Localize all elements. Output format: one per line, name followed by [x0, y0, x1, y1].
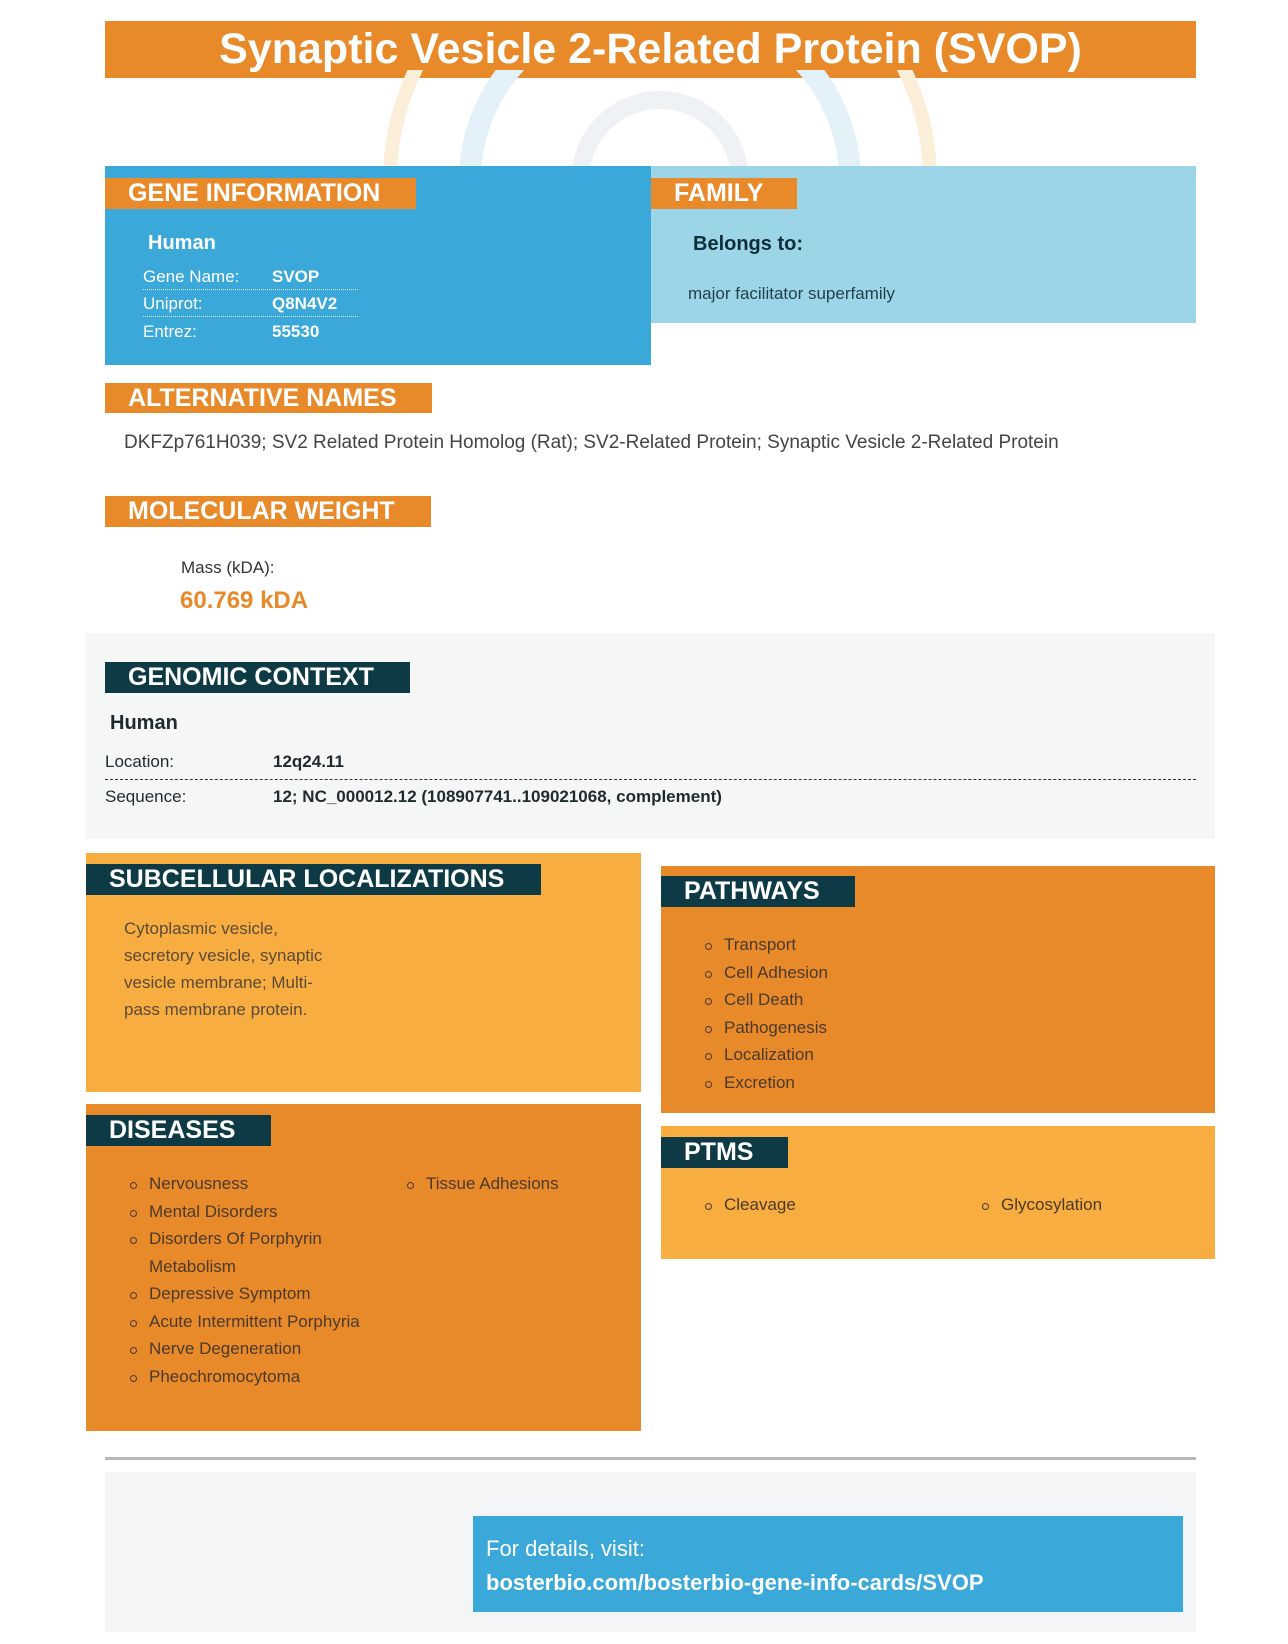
uniprot-value: Q8N4V2: [272, 294, 338, 313]
list-item: Cleavage: [703, 1191, 796, 1219]
page-title: Synaptic Vesicle 2-Related Protein (SVOP): [219, 25, 1082, 73]
gene-name-value: SVOP: [272, 267, 320, 286]
sequence-value: 12; NC_000012.12 (108907741..109021068, complement): [273, 787, 722, 806]
list-item: Acute Intermittent Porphyria: [128, 1308, 368, 1336]
molecular-weight-heading: MOLECULAR WEIGHT: [105, 496, 431, 527]
sequence-label: Sequence:: [105, 787, 187, 806]
list-item: Localization: [703, 1041, 828, 1069]
list-item: Cell Adhesion: [703, 959, 828, 987]
mass-value: 60.769 kDA: [180, 587, 309, 614]
visit-url-link[interactable]: bosterbio.com/bosterbio-gene-info-cards/SVOP: [486, 1570, 984, 1595]
alternative-names-heading: ALTERNATIVE NAMES: [105, 383, 432, 413]
family-heading: FAMILY: [651, 178, 797, 209]
list-item: Glycosylation: [980, 1191, 1102, 1219]
gene-information-heading: GENE INFORMATION: [105, 178, 416, 209]
gene-species: Human: [148, 232, 216, 254]
location-row: [105, 746, 1196, 780]
entrez-label: Entrez:: [143, 322, 197, 341]
list-item: Cell Death: [703, 986, 828, 1014]
alternative-names-text: DKFZp761H039; SV2 Related Protein Homolog (Rat); SV2-Related Protein; Synaptic Vesicle 2-Related Protein: [124, 432, 1059, 453]
uniprot-row: [143, 290, 358, 317]
genomic-context-heading: GENOMIC CONTEXT: [105, 662, 410, 693]
mass-label: Mass (kDA):: [181, 558, 275, 577]
diseases-list-column-1: [128, 1170, 368, 1390]
list-item: Mental Disorders: [128, 1198, 368, 1226]
list-item: Transport: [703, 931, 828, 959]
list-item: Depressive Symptom: [128, 1280, 368, 1308]
footer-divider: [105, 1457, 1196, 1460]
list-item: Pathogenesis: [703, 1014, 828, 1042]
diseases-list-column-2: [405, 1170, 625, 1198]
ptms-list-column-1: [703, 1191, 796, 1219]
ptms-heading: PTMS: [661, 1137, 788, 1168]
location-label: Location:: [105, 752, 174, 771]
list-item: Tissue Adhesions: [405, 1170, 625, 1198]
subcellular-heading: SUBCELLULAR LOCALIZATIONS: [86, 864, 541, 895]
gene-name-label: Gene Name:: [143, 267, 240, 286]
uniprot-label: Uniprot:: [143, 294, 203, 313]
gene-name-row: [143, 263, 358, 290]
family-belongs-label: Belongs to:: [693, 233, 803, 255]
entrez-value: 55530: [272, 322, 320, 341]
pathways-heading: PATHWAYS: [661, 876, 855, 907]
watermark-logo: [360, 70, 960, 180]
list-item: Pheochromocytoma: [128, 1363, 368, 1391]
list-item: Excretion: [703, 1069, 828, 1097]
family-value: major facilitator superfamily: [688, 284, 895, 303]
diseases-heading: DISEASES: [86, 1115, 271, 1146]
subcellular-text: Cytoplasmic vesicle, secretory vesicle, synaptic vesicle membrane; Multi-pass membrane protein.: [124, 919, 323, 1019]
list-item: Nerve Degeneration: [128, 1335, 368, 1363]
list-item: Nervousness: [128, 1170, 368, 1198]
visit-link-box[interactable]: [473, 1516, 1183, 1612]
ptms-list-column-2: [980, 1191, 1102, 1219]
pathways-list: [703, 931, 828, 1096]
location-value: 12q24.11: [273, 752, 344, 771]
visit-label: For details, visit:: [486, 1536, 645, 1561]
sequence-row: [105, 781, 1196, 815]
list-item: Disorders Of Porphyrin Metabolism: [128, 1225, 368, 1280]
entrez-row: [143, 318, 358, 345]
genomic-species: Human: [110, 712, 178, 734]
